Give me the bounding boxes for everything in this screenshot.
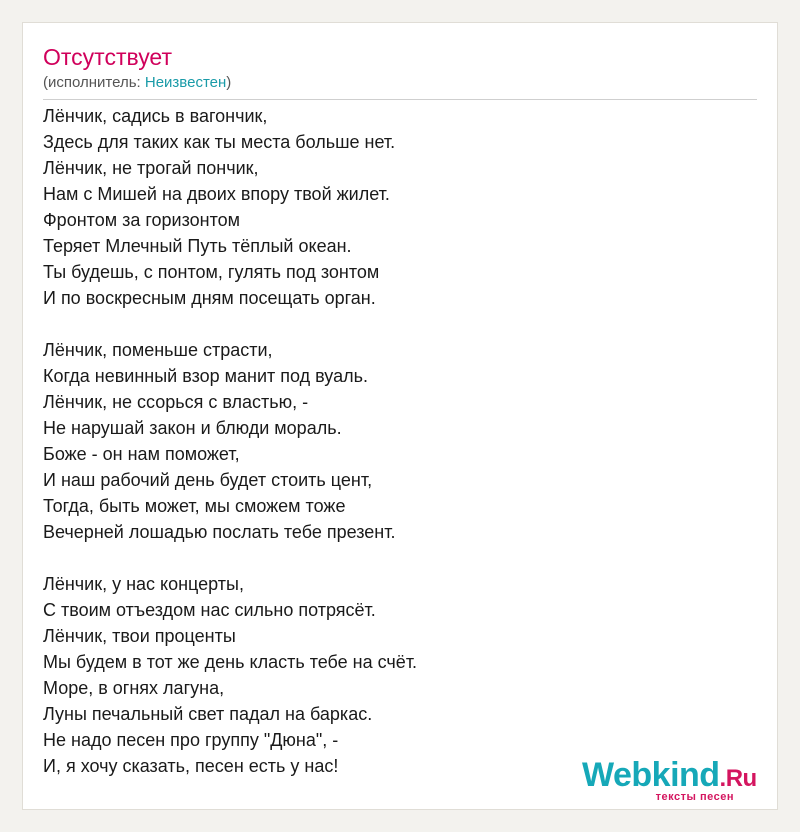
artist-suffix: ) [226, 74, 232, 91]
lyric-line: Море, в огнях лагуна, [43, 678, 225, 698]
lyric-line: Вечерней лошадью послать тебе презент. [43, 522, 396, 542]
artist-link[interactable]: Неизвестен [144, 74, 227, 91]
lyric-line: Здесь для таких как ты места больше нет. [43, 132, 396, 152]
lyric-line: Лёнчик, твои проценты [43, 626, 236, 646]
lyric-line: Нам с Мишей на двоих впору твой жилет. [43, 184, 390, 204]
lyric-line: И, я хочу сказать, песен есть у нас! [43, 756, 339, 776]
lyric-line: Лёнчик, у нас концерты, [43, 574, 244, 594]
lyric-line: Боже - он нам поможет, [43, 444, 240, 464]
artist-line [43, 73, 231, 93]
logo-tld: .Ru [719, 765, 757, 792]
lyric-line: Не нарушай закон и блюди мораль. [43, 418, 342, 438]
lyric-line: И наш рабочий день будет стоить цент, [43, 470, 373, 490]
artist-prefix: (исполнитель: [43, 74, 145, 91]
lyric-line: Лёнчик, поменьше страсти, [43, 340, 273, 360]
lyric-line: С твоим отъездом нас сильно потрясёт. [43, 600, 376, 620]
lyric-line: Не надо песен про группу "Дюна", - [43, 730, 339, 750]
lyrics-text [43, 103, 743, 779]
lyric-line: Когда невинный взор манит под вуаль. [43, 366, 368, 386]
lyric-line: Лёнчик, не трогай пончик, [43, 158, 259, 178]
lyric-line: Лёнчик, не ссорься с властью, - [43, 392, 309, 412]
lyric-line: Лёнчик, садись в вагончик, [43, 106, 268, 126]
lyric-line: Фронтом за горизонтом [43, 210, 241, 230]
lyric-line: Теряет Млечный Путь тёплый океан. [43, 236, 352, 256]
lyric-line: Ты будешь, с понтом, гулять под зонтом [43, 262, 380, 282]
stanza-3 [43, 571, 743, 779]
header-divider [43, 99, 757, 100]
lyric-line: Луны печальный свет падал на баркас. [43, 704, 373, 724]
stanza-2 [43, 337, 743, 545]
lyrics-card [22, 22, 778, 810]
lyric-line: И по воскресным дням посещать орган. [43, 288, 376, 308]
lyric-line: Мы будем в тот же день класть тебе на счёт. [43, 652, 418, 672]
stanza-1 [43, 103, 743, 311]
logo-tagline: тексты песен [655, 791, 734, 803]
song-title: Отсутствует [43, 44, 172, 70]
webkind-logo[interactable] [582, 756, 772, 810]
lyric-line: Тогда, быть может, мы сможем тоже [43, 496, 346, 516]
logo-main-text: Webkind [582, 756, 720, 794]
